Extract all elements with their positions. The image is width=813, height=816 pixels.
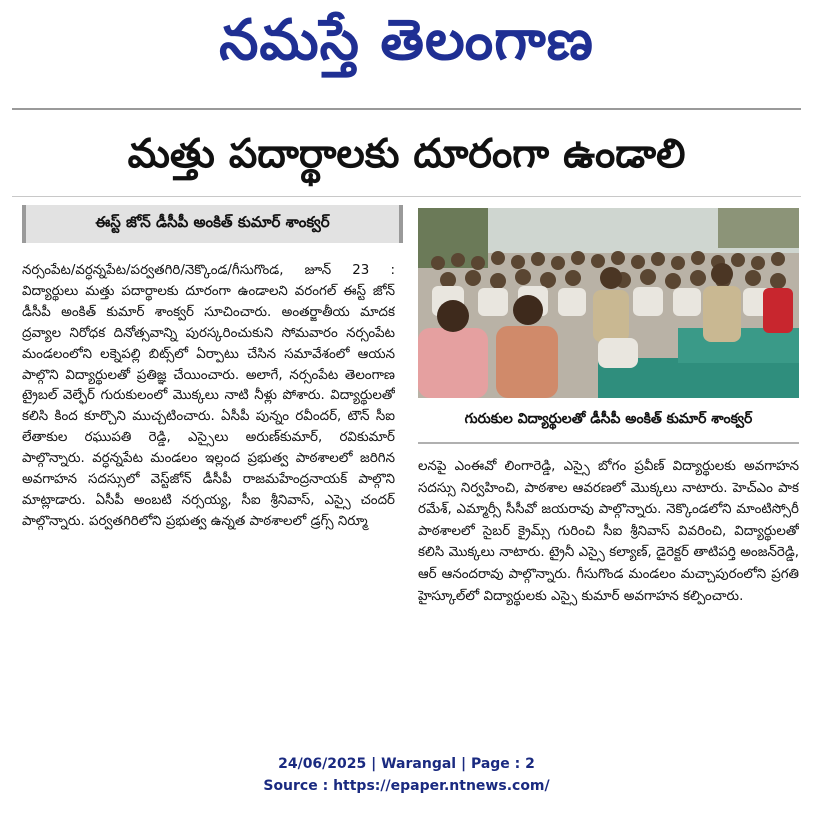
footer-info: 24/06/2025 | Warangal | Page : 2 (278, 756, 535, 772)
article-body-right-column: లనపై ఎంఈవో లింగారెడ్డి, ఎస్సై బోగం ప్రవీణ్ విద్యార్థులకు అవగాహన సదస్సు నిర్వహించి, పాఠశాల ఆవరణలో మొక్కలు నాటారు. హెచ్ఎం పాక రమేశ్, ఎమ్మార్సీ సీసీవో జయరావు పాల్గొన్నారు. నెక్కొండలోని మాంటిస్సోరీ పాఠశాలలో సైబర్ క్రైమ్స్ గురించి సీఐ శ్రీనివాస్ వివరించి, విద్యార్థులతో కలిసి మొక్కలు నాటారు. ట్రైనీ ఎస్సై కల్యాణ్, డైరెక్టర్ తాటిపర్తి అంజన్‌రెడ్డి, ఆర్ ఆనందరావు పాల్గొన్నారు. గీసుగొండ మండలం మచ్చాపురంలోని ప్రగతి హైస్కూల్‌లో విద్యార్థులకు ఎస్సై కుమార్ అవగాహన కల్పించారు. (418, 459, 799, 604)
masthead-title: నమస్తే తెలంగాణ (219, 8, 594, 73)
article-headline: మత్తు పదార్థాలకు దూరంగా ఉండాలి (127, 131, 686, 177)
footer-source: Source : https://epaper.ntnews.com/ (263, 778, 550, 794)
article-photo (418, 208, 799, 398)
newspaper-masthead (0, 4, 813, 78)
article-byline: ఈస్ట్ జోన్ డీసీపీ అంకిత్ కుమార్ శాంక్వర్ (22, 205, 403, 243)
article-body-left-column: నర్సంపేట/వర్ధన్నపేట/పర్వతగిరి/నెక్కొండ/గీసుగొండ, జూన్ 23 : విద్యార్థులు మత్తు పదార్థాలకు దూరంగా ఉండాలని వరంగల్ ఈస్ట్ జోన్ డీసీపీ అంకిత్ కుమార్ శాంక్వర్ సూచించారు. అంతర్జాతీయ మాదక ద్రవ్యాల నిరోధక దినోత్సవాన్ని పురస్కరించుకుని సోమవారం నర్సంపేట మండలంలోని లక్నెపల్లి బిట్స్‌లో ఏర్పాటు చేసిన సమావేశంలో ఆయన పాల్గొని విద్యార్థులతో ప్రతిజ్ఞ చేయించారు. అలాగే, నర్సంపేట తెలంగాణ ట్రైబల్ వెల్ఫేర్ గురుకులంలో మొక్కలు నాటి నీళ్లు పోశారు. విద్యార్థులతో కలిసి కింద కూర్చొని ముచ్చటించారు. ఏసీపీ పున్నం రవీందర్, టౌన్ సీఐ లేతాకుల రఘుపతి రెడ్డి, ఎస్సైలు అరుణ్‌కుమార్, రవికుమార్ పాల్గొన్నారు. వర్ధన్నపేట మండలం ఇల్లంద ప్రభుత్వ పాఠశాలలో జరిగిన అవగాహన సదస్సులో వెస్ట్‌జోన్ డీసీపీ రాజమహేంద్రనాయక్ పాల్గొని మాట్లాడారు. ఏసీపీ అంబటి నర్సయ్య, సీఐ శ్రీనివాస్, ఎస్సై చందర్ పాల్గొన్నారు. పర్వతగిరిలోని ప్రభుత్వ ఉన్నత పాఠశాలలో డ్రగ్స్ నిర్మూ (22, 263, 395, 529)
masthead-divider (12, 108, 801, 110)
photo-caption: గురుకుల విద్యార్థులతో డీసీపీ అంకిత్ కుమార్ శాంక్వర్ (418, 398, 799, 444)
headline-divider (12, 196, 801, 197)
